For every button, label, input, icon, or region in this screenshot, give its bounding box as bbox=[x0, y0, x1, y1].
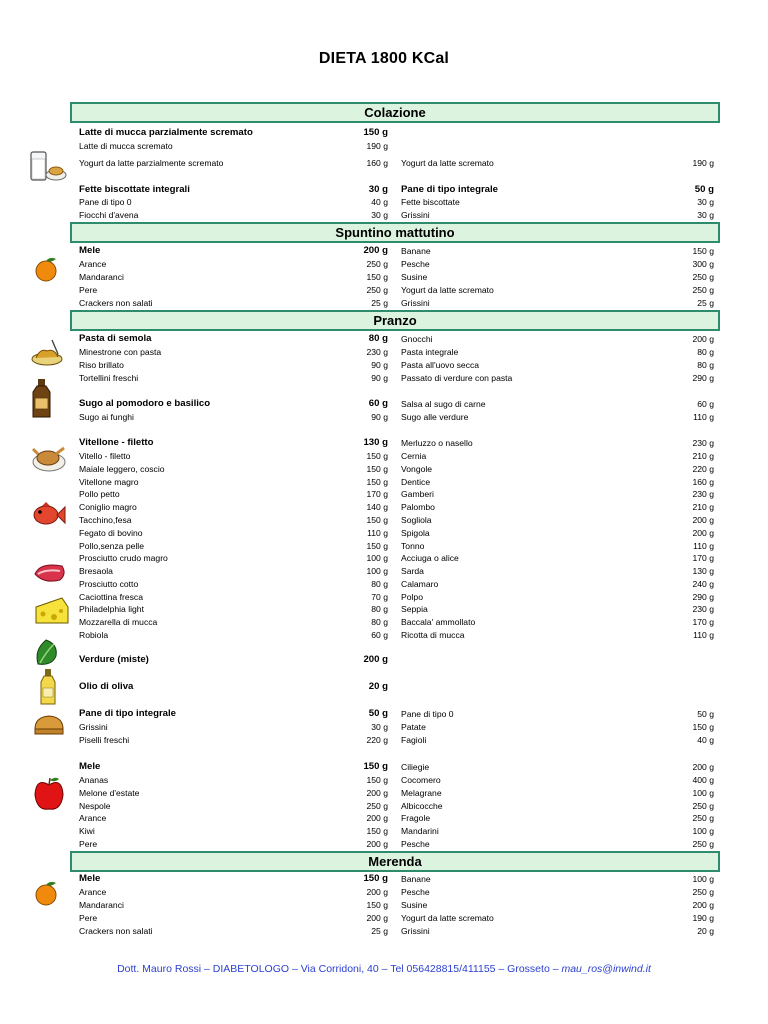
food-name-left: Kiwi bbox=[79, 826, 95, 836]
food-name-right: Yogurt da latte scremato bbox=[401, 158, 494, 168]
table-row bbox=[0, 603, 768, 615]
food-qty-left: 150 g bbox=[366, 451, 388, 461]
food-name-left: Ananas bbox=[79, 775, 109, 785]
food-name-left: Coniglio magro bbox=[79, 502, 137, 512]
food-name-right: Pesche bbox=[401, 887, 430, 897]
food-name-left: Pere bbox=[79, 285, 98, 295]
food-name-left: Melone d'estate bbox=[79, 788, 140, 798]
food-qty-left: 30 g bbox=[371, 722, 388, 732]
table-row bbox=[0, 476, 768, 488]
food-name-left: Crackers non salati bbox=[79, 298, 153, 308]
food-name-right: Pane di tipo 0 bbox=[401, 709, 454, 719]
section-pranzo: Pranzo bbox=[70, 310, 720, 331]
cheese-icon bbox=[34, 595, 70, 627]
section-spuntino: Spuntino mattutino bbox=[70, 222, 720, 243]
food-qty-left: 110 g bbox=[367, 528, 388, 538]
food-name-right: Passato di verdure con pasta bbox=[401, 373, 513, 383]
food-qty-right: 220 g bbox=[692, 464, 714, 474]
food-qty-left: 200 g bbox=[366, 887, 388, 897]
food-name-left: Fegato di bovino bbox=[79, 528, 143, 538]
pasta-plate-icon bbox=[30, 334, 66, 368]
food-qty-left: 150 g bbox=[363, 873, 388, 884]
table-row bbox=[0, 899, 768, 911]
food-qty-right: 210 g bbox=[692, 502, 714, 512]
food-qty-right: 250 g bbox=[692, 839, 714, 849]
food-qty-left: 130 g bbox=[363, 437, 388, 448]
food-qty-right: 400 g bbox=[692, 775, 714, 785]
food-name-right: Gamberi bbox=[401, 489, 434, 499]
table-row bbox=[0, 578, 768, 590]
food-qty-left: 40 g bbox=[371, 197, 388, 207]
food-qty-right: 200 g bbox=[692, 334, 714, 344]
food-qty-left: 80 g bbox=[371, 579, 388, 589]
food-qty-left: 100 g bbox=[366, 566, 388, 576]
food-name-left: Mandaranci bbox=[79, 900, 124, 910]
food-qty-right: 25 g bbox=[697, 298, 714, 308]
food-name-right: Grissini bbox=[401, 210, 430, 220]
food-qty-right: 50 g bbox=[697, 709, 714, 719]
food-qty-left: 60 g bbox=[371, 630, 388, 640]
food-qty-left: 200 g bbox=[366, 839, 388, 849]
food-name-left: Nespole bbox=[79, 801, 111, 811]
food-name-right: Yogurt da latte scremato bbox=[401, 913, 494, 923]
table-row bbox=[0, 127, 768, 139]
orange-icon bbox=[32, 256, 62, 282]
food-qty-left: 25 g bbox=[371, 298, 388, 308]
food-name-left: Pane di tipo integrale bbox=[79, 708, 177, 719]
food-name-left: Bresaola bbox=[79, 566, 113, 576]
table-row bbox=[0, 800, 768, 812]
food-qty-left: 150 g bbox=[366, 464, 388, 474]
food-name-right: Palombo bbox=[401, 502, 435, 512]
table-row bbox=[0, 925, 768, 937]
food-name-left: Latte di mucca parzialmente scremato bbox=[79, 127, 253, 138]
table-row bbox=[0, 463, 768, 475]
food-qty-right: 110 g bbox=[693, 630, 714, 640]
food-name-right: Sarda bbox=[401, 566, 424, 576]
food-name-right: Susine bbox=[401, 900, 428, 910]
food-name-left: Arance bbox=[79, 259, 107, 269]
food-qty-right: 100 g bbox=[692, 874, 714, 884]
table-row bbox=[0, 552, 768, 564]
food-qty-right: 230 g bbox=[692, 438, 714, 448]
table-row bbox=[0, 284, 768, 296]
food-name-left: Maiale leggero, coscio bbox=[79, 464, 165, 474]
table-row bbox=[0, 591, 768, 603]
food-qty-left: 80 g bbox=[368, 333, 388, 344]
food-name-left: Latte di mucca scremato bbox=[79, 141, 173, 151]
table-row bbox=[0, 184, 768, 196]
food-name-right: Baccala' ammollato bbox=[401, 617, 476, 627]
table-row bbox=[0, 488, 768, 500]
fish-icon bbox=[30, 500, 66, 530]
table-row bbox=[0, 629, 768, 641]
footer-contact bbox=[0, 963, 768, 975]
food-qty-right: 150 g bbox=[692, 246, 714, 256]
table-row bbox=[0, 398, 768, 410]
food-qty-left: 90 g bbox=[371, 360, 388, 370]
sauce-bottle-icon bbox=[30, 378, 54, 420]
table-row bbox=[0, 245, 768, 257]
table-row bbox=[0, 774, 768, 786]
table-row bbox=[0, 209, 768, 221]
food-qty-right: 130 g bbox=[692, 566, 714, 576]
food-qty-left: 150 g bbox=[366, 477, 388, 487]
food-qty-right: 100 g bbox=[692, 788, 714, 798]
food-qty-left: 190 g bbox=[366, 141, 388, 151]
table-row bbox=[0, 411, 768, 423]
food-name-right: Dentice bbox=[401, 477, 431, 487]
food-qty-left: 200 g bbox=[363, 245, 388, 256]
food-qty-left: 150 g bbox=[363, 761, 388, 772]
food-qty-right: 30 g bbox=[697, 210, 714, 220]
food-qty-left: 160 g bbox=[366, 158, 388, 168]
table-row bbox=[0, 258, 768, 270]
table-row bbox=[0, 372, 768, 384]
table-row bbox=[0, 359, 768, 371]
food-name-right: Pasta all'uovo secca bbox=[401, 360, 480, 370]
food-name-right: Merluzzo o nasello bbox=[401, 438, 473, 448]
table-row bbox=[0, 873, 768, 885]
food-qty-left: 20 g bbox=[368, 681, 388, 692]
food-name-left: Pollo,senza pelle bbox=[79, 541, 144, 551]
table-row bbox=[0, 540, 768, 552]
food-name-right: Polpo bbox=[401, 592, 423, 602]
food-qty-right: 110 g bbox=[693, 412, 714, 422]
food-qty-left: 80 g bbox=[371, 617, 388, 627]
food-name-right: Sogliola bbox=[401, 515, 432, 525]
food-qty-right: 110 g bbox=[693, 541, 714, 551]
food-qty-left: 150 g bbox=[366, 775, 388, 785]
food-qty-right: 210 g bbox=[692, 451, 714, 461]
food-name-right: Grissini bbox=[401, 298, 430, 308]
food-qty-left: 90 g bbox=[371, 412, 388, 422]
food-qty-left: 150 g bbox=[366, 900, 388, 910]
food-qty-left: 30 g bbox=[368, 184, 388, 195]
table-row bbox=[0, 514, 768, 526]
food-name-right: Cocomero bbox=[401, 775, 441, 785]
food-name-left: Mozzarella di mucca bbox=[79, 617, 158, 627]
milk-glass-icon bbox=[28, 150, 68, 184]
food-name-left: Riso brillato bbox=[79, 360, 124, 370]
food-name-left: Arance bbox=[79, 813, 107, 823]
food-name-left: Crackers non salati bbox=[79, 926, 153, 936]
food-name-left: Grissini bbox=[79, 722, 108, 732]
food-qty-right: 170 g bbox=[692, 617, 714, 627]
table-row bbox=[0, 761, 768, 773]
food-name-right: Grissini bbox=[401, 926, 430, 936]
food-qty-right: 250 g bbox=[692, 801, 714, 811]
food-name-right: Albicocche bbox=[401, 801, 443, 811]
food-name-right: Tonno bbox=[401, 541, 425, 551]
food-name-left: Pere bbox=[79, 839, 98, 849]
food-name-right: Pesche bbox=[401, 839, 430, 849]
food-qty-right: 200 g bbox=[692, 762, 714, 772]
food-name-left: Sugo al pomodoro e basilico bbox=[79, 398, 211, 409]
food-name-left: Philadelphia light bbox=[79, 604, 144, 614]
table-row bbox=[0, 912, 768, 924]
food-qty-right: 250 g bbox=[692, 272, 714, 282]
food-name-left: Verdure (miste) bbox=[79, 654, 149, 665]
food-name-left: Pollo petto bbox=[79, 489, 120, 499]
food-name-right: Fragole bbox=[401, 813, 431, 823]
food-name-right: Salsa al sugo di carne bbox=[401, 399, 486, 409]
food-qty-right: 200 g bbox=[692, 900, 714, 910]
food-qty-left: 150 g bbox=[366, 541, 388, 551]
food-qty-right: 150 g bbox=[692, 722, 714, 732]
table-row bbox=[0, 437, 768, 449]
food-qty-left: 150 g bbox=[366, 272, 388, 282]
food-qty-left: 200 g bbox=[363, 654, 388, 665]
food-name-left: Fiocchi d'avena bbox=[79, 210, 139, 220]
food-qty-right: 290 g bbox=[692, 592, 714, 602]
food-qty-right: 30 g bbox=[697, 197, 714, 207]
food-name-left: Fette biscottate integrali bbox=[79, 184, 190, 195]
table-row bbox=[0, 450, 768, 462]
ham-slice-icon bbox=[32, 560, 68, 584]
food-qty-left: 50 g bbox=[368, 708, 388, 719]
olive-oil-icon bbox=[38, 668, 58, 706]
food-name-right: Patate bbox=[401, 722, 426, 732]
food-name-right: Fagioli bbox=[401, 735, 427, 745]
roast-chicken-icon bbox=[30, 440, 70, 474]
food-qty-left: 150 g bbox=[363, 127, 388, 138]
food-qty-right: 250 g bbox=[692, 887, 714, 897]
food-qty-right: 80 g bbox=[697, 360, 714, 370]
food-qty-left: 170 g bbox=[366, 489, 388, 499]
food-qty-right: 190 g bbox=[692, 158, 714, 168]
food-qty-right: 200 g bbox=[692, 515, 714, 525]
food-name-left: Mele bbox=[79, 245, 101, 256]
table-row bbox=[0, 721, 768, 733]
food-name-right: Seppia bbox=[401, 604, 428, 614]
table-row bbox=[0, 681, 768, 693]
food-qty-right: 50 g bbox=[694, 184, 714, 195]
food-name-right: Melagrane bbox=[401, 788, 442, 798]
food-name-right: Calamaro bbox=[401, 579, 439, 589]
food-name-right: Gnocchi bbox=[401, 334, 433, 344]
food-qty-left: 25 g bbox=[371, 926, 388, 936]
food-qty-left: 80 g bbox=[371, 604, 388, 614]
table-row bbox=[0, 838, 768, 850]
table-row bbox=[0, 297, 768, 309]
food-name-right: Acciuga o alice bbox=[401, 553, 459, 563]
food-name-left: Vitellone magro bbox=[79, 477, 139, 487]
food-name-left: Caciottina fresca bbox=[79, 592, 144, 602]
food-qty-left: 250 g bbox=[366, 285, 388, 295]
food-name-right: Sugo alle verdure bbox=[401, 412, 469, 422]
food-qty-right: 250 g bbox=[692, 813, 714, 823]
food-qty-left: 140 g bbox=[366, 502, 388, 512]
food-name-left: Pere bbox=[79, 913, 98, 923]
food-qty-left: 230 g bbox=[366, 347, 388, 357]
food-qty-right: 80 g bbox=[697, 347, 714, 357]
food-qty-right: 290 g bbox=[692, 373, 714, 383]
table-row bbox=[0, 812, 768, 824]
food-name-right: Fette biscottate bbox=[401, 197, 460, 207]
vegetables-icon bbox=[32, 636, 62, 668]
food-qty-left: 200 g bbox=[366, 788, 388, 798]
food-name-left: Mele bbox=[79, 761, 101, 772]
food-name-left: Vitellone - filetto bbox=[79, 437, 154, 448]
food-name-left: Piselli freschi bbox=[79, 735, 130, 745]
food-name-right: Spigola bbox=[401, 528, 430, 538]
food-name-left: Mele bbox=[79, 873, 101, 884]
footer-text: Dott. Mauro Rossi – DIABETOLOGO – Via Corridoni, 40 – Tel 056428815/411155 – Grosseto – bbox=[117, 963, 562, 975]
page-title: DIETA 1800 KCal bbox=[318, 50, 450, 67]
table-row bbox=[0, 271, 768, 283]
food-name-right: Pasta integrale bbox=[401, 347, 459, 357]
table-row bbox=[0, 157, 768, 169]
food-name-right: Yogurt da latte scremato bbox=[401, 285, 494, 295]
food-qty-left: 100 g bbox=[366, 553, 388, 563]
food-qty-right: 230 g bbox=[692, 604, 714, 614]
food-name-right: Susine bbox=[401, 272, 428, 282]
food-qty-left: 200 g bbox=[366, 913, 388, 923]
bread-icon bbox=[32, 711, 66, 737]
food-qty-left: 60 g bbox=[368, 398, 388, 409]
food-name-left: Vitello - filetto bbox=[79, 451, 131, 461]
food-name-left: Tortellini freschi bbox=[79, 373, 139, 383]
footer-email[interactable]: mau_ros@inwind.it bbox=[561, 963, 651, 975]
food-name-left: Minestrone con pasta bbox=[79, 347, 162, 357]
table-row bbox=[0, 734, 768, 746]
food-qty-left: 150 g bbox=[366, 515, 388, 525]
food-qty-left: 250 g bbox=[366, 801, 388, 811]
food-name-left: Robiola bbox=[79, 630, 109, 640]
table-row bbox=[0, 346, 768, 358]
food-qty-left: 30 g bbox=[371, 210, 388, 220]
food-name-right: Pesche bbox=[401, 259, 430, 269]
food-qty-right: 20 g bbox=[697, 926, 714, 936]
food-qty-right: 170 g bbox=[692, 553, 714, 563]
food-qty-left: 250 g bbox=[366, 259, 388, 269]
section-merenda: Merenda bbox=[70, 851, 720, 872]
food-qty-left: 90 g bbox=[371, 373, 388, 383]
food-qty-right: 190 g bbox=[692, 913, 714, 923]
food-name-right: Ricotta di mucca bbox=[401, 630, 465, 640]
food-qty-right: 230 g bbox=[692, 489, 714, 499]
table-row bbox=[0, 140, 768, 152]
table-row bbox=[0, 654, 768, 666]
food-name-left: Yogurt da latte parzialmente scremato bbox=[79, 158, 224, 168]
food-name-left: Tacchino,fesa bbox=[79, 515, 132, 525]
food-name-right: Banane bbox=[401, 246, 431, 256]
table-row bbox=[0, 787, 768, 799]
food-qty-right: 160 g bbox=[692, 477, 714, 487]
food-name-right: Banane bbox=[401, 874, 431, 884]
food-name-left: Arance bbox=[79, 887, 107, 897]
food-qty-right: 40 g bbox=[697, 735, 714, 745]
food-name-left: Olio di oliva bbox=[79, 681, 134, 692]
food-qty-left: 200 g bbox=[366, 813, 388, 823]
food-name-right: Pane di tipo integrale bbox=[401, 184, 499, 195]
food-qty-right: 240 g bbox=[692, 579, 714, 589]
food-qty-right: 100 g bbox=[692, 826, 714, 836]
table-row bbox=[0, 527, 768, 539]
food-qty-left: 150 g bbox=[366, 826, 388, 836]
food-name-right: Ciliegie bbox=[401, 762, 430, 772]
food-name-left: Sugo ai funghi bbox=[79, 412, 134, 422]
food-name-left: Prosciutto crudo magro bbox=[79, 553, 168, 563]
table-row bbox=[0, 825, 768, 837]
table-row bbox=[0, 708, 768, 720]
table-row bbox=[0, 886, 768, 898]
table-row bbox=[0, 501, 768, 513]
table-row bbox=[0, 196, 768, 208]
food-name-left: Pasta di semola bbox=[79, 333, 152, 344]
food-qty-left: 70 g bbox=[371, 592, 388, 602]
food-name-right: Cernia bbox=[401, 451, 427, 461]
table-row bbox=[0, 616, 768, 628]
food-qty-right: 300 g bbox=[692, 259, 714, 269]
apple-icon bbox=[32, 775, 66, 813]
food-name-right: Mandarini bbox=[401, 826, 439, 836]
food-qty-right: 60 g bbox=[697, 399, 714, 409]
food-name-left: Mandaranci bbox=[79, 272, 124, 282]
food-qty-left: 220 g bbox=[366, 735, 388, 745]
orange-icon-merenda bbox=[32, 880, 62, 906]
food-qty-right: 250 g bbox=[692, 285, 714, 295]
food-name-right: Vongole bbox=[401, 464, 433, 474]
food-qty-right: 200 g bbox=[692, 528, 714, 538]
table-row bbox=[0, 565, 768, 577]
table-row bbox=[0, 333, 768, 345]
food-name-left: Prosciutto cotto bbox=[79, 579, 139, 589]
food-name-left: Pane di tipo 0 bbox=[79, 197, 132, 207]
section-colazione: Colazione bbox=[70, 102, 720, 123]
